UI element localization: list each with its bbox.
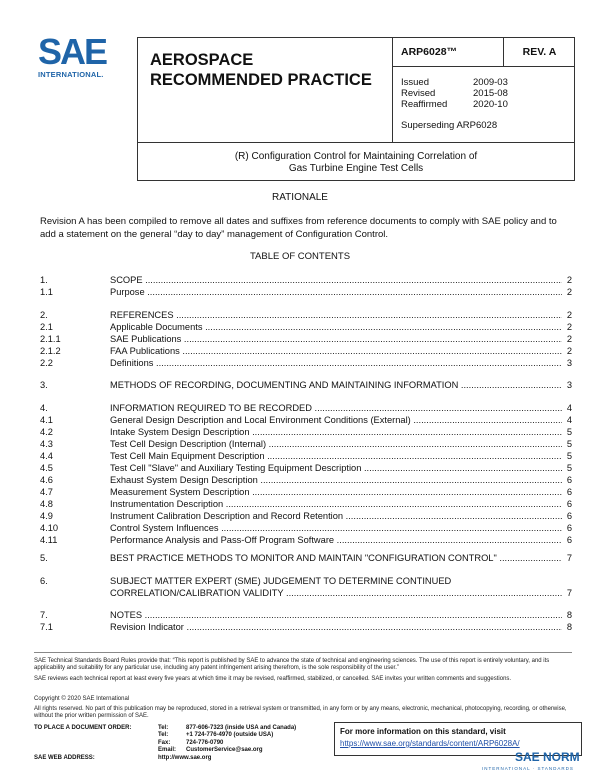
toc-page: 7 (566, 553, 572, 563)
toc-page: 2 (566, 322, 572, 332)
toc-title: Instrumentation Description ..... (110, 498, 562, 510)
toc-entry[interactable] (40, 333, 572, 345)
toc-page: 8 (566, 622, 572, 632)
footer-review: SAE reviews each technical report at least every five years at which time it may be revised, reaffirmed, stabilized, or cancelled. SAE invites your written comments and suggestions. (34, 676, 512, 682)
email-label: Email: (158, 747, 177, 754)
rationale-heading: RATIONALE (272, 192, 328, 203)
footer-copyright: Copyright © 2020 SAE International (34, 696, 130, 702)
logo-subtitle: INTERNATIONAL. (38, 70, 104, 79)
document-subject (138, 151, 574, 175)
toc-number: 7. (40, 610, 48, 620)
toc-entry[interactable] (40, 286, 572, 298)
tel2-value[interactable]: +1 724-776-4970 (outside USA) (186, 732, 274, 739)
toc-number: 4.4 (40, 451, 53, 461)
toc-title: Definitions ..... (110, 357, 562, 369)
toc-title: Intake System Design Description ..... (110, 426, 562, 438)
toc-entry[interactable] (40, 587, 572, 599)
sae-norm-stamp (515, 750, 580, 764)
toc-page: 7 (566, 588, 572, 598)
toc-heading: TABLE OF CONTENTS (249, 251, 351, 262)
date-revised (401, 88, 508, 99)
tel-label: Tel: (158, 725, 169, 731)
date-list (401, 77, 508, 110)
toc-number: 4.1 (40, 415, 53, 425)
document-type-line1: AEROSPACE (150, 51, 254, 69)
toc-title: SUBJECT MATTER EXPERT (SME) JUDGEMENT TO DETERMINE CONTINUED (110, 576, 452, 586)
revision-cell (503, 38, 575, 66)
toc-entry[interactable] (40, 474, 572, 486)
toc-page: 6 (566, 523, 572, 533)
order-label: TO PLACE A DOCUMENT ORDER: (34, 725, 132, 731)
toc-number: 6. (40, 576, 48, 586)
date-issued-label: Issued (401, 77, 429, 88)
toc-entry[interactable] (40, 498, 572, 510)
toc-number: 4.8 (40, 499, 53, 509)
sae-logo (38, 31, 120, 86)
toc-number: 4.7 (40, 487, 53, 497)
date-issued (401, 77, 508, 88)
toc-entry[interactable] (40, 402, 572, 414)
toc-page: 6 (566, 475, 572, 485)
email-link[interactable]: CustomerService@sae.org (186, 747, 263, 754)
toc-entry[interactable] (40, 534, 572, 546)
toc-page: 6 (566, 487, 572, 497)
toc-number: 4.2 (40, 427, 53, 437)
toc-title: REFERENCES ..... (110, 309, 562, 321)
toc-entry[interactable] (40, 357, 572, 369)
toc-title: Measurement System Description ..... (110, 486, 562, 498)
toc-number: 2.1.2 (40, 346, 61, 356)
toc-entry[interactable] (40, 309, 572, 321)
doc-number: ARP6028™ (401, 46, 458, 58)
toc-page: 5 (566, 451, 572, 461)
toc-entry[interactable] (40, 321, 572, 333)
toc-title: Test Cell "Slave" and Auxiliary Testing Equipment Description ..... (110, 462, 562, 474)
toc-entry[interactable] (40, 486, 572, 498)
toc-number: 2.1 (40, 322, 53, 332)
doc-number-row (393, 38, 574, 67)
toc-page: 5 (566, 439, 572, 449)
toc-title: Applicable Documents ..... (110, 321, 562, 333)
more-info-heading: For more information on this standard, visit (340, 727, 506, 736)
toc-page: 4 (566, 403, 572, 413)
toc-entry[interactable] (40, 462, 572, 474)
toc-number: 4. (40, 403, 48, 413)
toc-title: METHODS OF RECORDING, DOCUMENTING AND MAINTAINING INFORMATION ..... (110, 379, 562, 391)
date-issued-value: 2009-03 (473, 77, 508, 88)
more-info-link[interactable]: https://www.sae.org/standards/content/ARP6028A/ (340, 739, 520, 748)
toc-entry[interactable] (40, 414, 572, 426)
toc-entry[interactable] (40, 552, 572, 564)
toc-title: Test Cell Design Description (Internal) ..... (110, 438, 562, 450)
toc-number: 3. (40, 380, 48, 390)
toc-entry[interactable] (40, 450, 572, 462)
toc-title: Exhaust System Design Description ..... (110, 474, 562, 486)
stamp-text: SAE NORM (515, 750, 580, 764)
toc-page: 6 (566, 499, 572, 509)
document-type (150, 50, 372, 90)
toc-number (40, 587, 110, 599)
toc-title: INFORMATION REQUIRED TO BE RECORDED ..... (110, 402, 562, 414)
date-revised-value: 2015-08 (473, 88, 508, 99)
tel-value[interactable]: 877-606-7323 (inside USA and Canada) (186, 725, 297, 731)
toc-title: CORRELATION/CALIBRATION VALIDITY ..... (110, 587, 562, 599)
superseding: Superseding ARP6028 (401, 120, 498, 131)
toc-number: 2.1.1 (40, 334, 61, 344)
toc-page: 6 (566, 511, 572, 521)
toc-page: 2 (566, 287, 572, 297)
toc-page: 2 (566, 310, 572, 320)
date-reaffirmed (401, 99, 508, 110)
toc-page: 8 (566, 610, 572, 620)
toc-number: 5. (40, 553, 48, 563)
toc-number: 2. (40, 310, 48, 320)
toc-page: 4 (566, 415, 572, 425)
toc-number: 4.3 (40, 439, 53, 449)
toc-title: Revision Indicator ..... (110, 621, 562, 633)
toc-entry[interactable] (40, 510, 572, 522)
toc-entry[interactable] (40, 426, 572, 438)
toc-entry[interactable] (40, 609, 572, 621)
toc-entry[interactable] (40, 522, 572, 534)
date-revised-label: Revised (401, 88, 436, 99)
toc-title: SAE Publications ..... (110, 333, 562, 345)
toc-title: BEST PRACTICE METHODS TO MONITOR AND MAINTAIN "CONFIGURATION CONTROL" ..... (110, 552, 562, 564)
web-link[interactable]: http://www.sae.org (158, 754, 212, 761)
toc-title: Purpose ..... (110, 286, 562, 298)
fax-label: Fax: (158, 739, 171, 746)
document-type-line2: RECOMMENDED PRACTICE (150, 71, 372, 89)
subject-cell (138, 142, 574, 181)
toc-title: Instrument Calibration Description and Record Retention ..... (110, 510, 562, 522)
toc-title: FAA Publications ..... (110, 345, 562, 357)
toc-page: 5 (566, 463, 572, 473)
toc-title: Control System Influences ..... (110, 522, 562, 534)
toc-number: 1.1 (40, 287, 53, 297)
date-reaffirmed-value: 2020-10 (473, 99, 508, 110)
toc-number: 4.5 (40, 463, 53, 473)
tel2-label: Tel: (158, 732, 169, 739)
toc-number: 1. (40, 275, 48, 285)
toc-title: NOTES ..... (110, 609, 562, 621)
footer-divider (34, 652, 572, 653)
footer-rules: SAE Technical Standards Board Rules provide that: “This report is published by SAE to advance the state of technical and engineering sciences. The use of this report is entirely voluntary, and its applicability and suitability for any particular use, including any patent infringement arising therefrom, is the sole responsibility of the user.” (34, 658, 550, 672)
toc-entry[interactable] (40, 345, 572, 357)
toc-title: Test Cell Main Equipment Description ..... (110, 450, 562, 462)
logo-letters: SAE (38, 31, 107, 72)
toc-entry[interactable] (40, 438, 572, 450)
rationale-text: Revision A has been compiled to remove all dates and suffixes from reference documents to comply with SAE policy and to add a statement on the general “day to day” management of Configuration Control. (40, 216, 557, 240)
subject-line2: Gas Turbine Engine Test Cells (288, 163, 424, 174)
fax-value: 724-776-0790 (186, 739, 224, 746)
toc-entry[interactable] (40, 274, 572, 286)
toc-page: 6 (566, 535, 572, 545)
web-label: SAE WEB ADDRESS: (34, 754, 95, 761)
toc-page (562, 575, 572, 587)
toc-entry[interactable] (40, 575, 572, 587)
toc-number: 7.1 (40, 622, 53, 632)
toc-entry[interactable] (40, 379, 572, 391)
revision: REV. A (522, 46, 557, 58)
document-header (137, 37, 575, 181)
stamp-subtitle: INTERNATIONAL · STANDARDS (482, 766, 574, 771)
toc-page: 3 (566, 380, 572, 390)
footer-rights: All rights reserved. No part of this publication may be reproduced, stored in a retrieval system or transmitted, in any form or by any means, electronic, mechanical, photocopying, recording, or otherwise, without the prior written permission of SAE. (34, 706, 567, 720)
subject-line1: (R) Configuration Control for Maintaining Correlation of (234, 151, 478, 162)
toc-number: 4.11 (40, 535, 58, 545)
toc-page: 3 (566, 358, 572, 368)
date-reaffirmed-label: Reaffirmed (401, 99, 448, 110)
toc-number: 4.9 (40, 511, 53, 521)
toc-page: 5 (566, 427, 572, 437)
toc-title: General Design Description and Local Environment Conditions (External) ..... (110, 414, 562, 426)
toc-number: 2.2 (40, 358, 53, 368)
toc-page: 2 (566, 346, 572, 356)
toc-title: Performance Analysis and Pass-Off Program Software ..... (110, 534, 562, 546)
toc-page: 2 (566, 334, 572, 344)
toc-page: 2 (566, 275, 572, 285)
toc-entry[interactable] (40, 621, 572, 633)
toc-number: 4.10 (40, 523, 59, 533)
toc-title: SCOPE ..... (110, 274, 562, 286)
toc-number: 4.6 (40, 475, 53, 485)
document-type-cell (138, 38, 393, 142)
